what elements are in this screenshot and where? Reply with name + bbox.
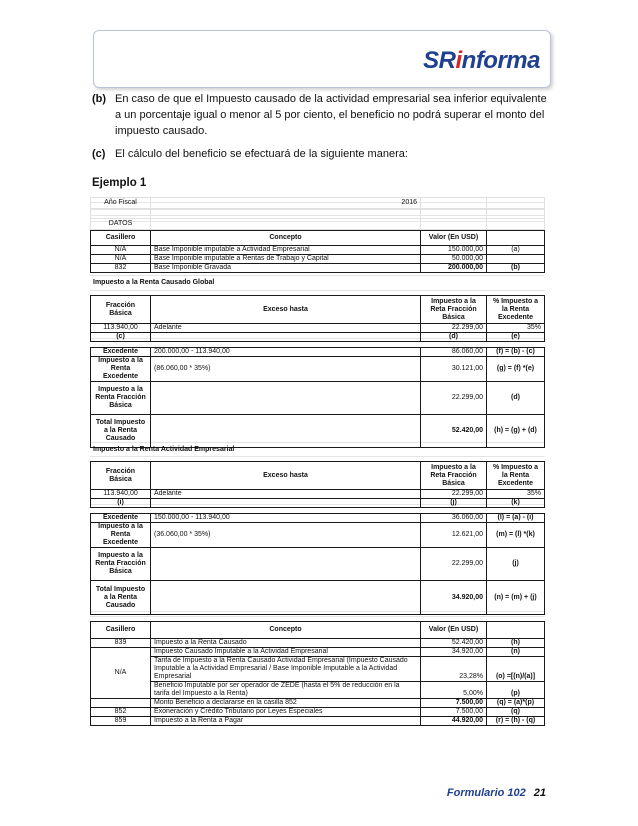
table-row: 852 Exoneración y Crédito Tributario por Leyes Especiales 7.500,00 (q) xyxy=(91,708,545,717)
fiscal-year-label: Año Fiscal xyxy=(91,198,151,209)
calc-table-global xyxy=(90,347,545,448)
data-table-header: Casillero Concepto Valor (En USD) xyxy=(91,231,545,246)
table-row: N/A Impuesto Causado Imputable a la Actividad Empresarial 34.920,00 (n) xyxy=(91,648,545,657)
fiscal-year-value: 2016 xyxy=(151,198,421,209)
paragraph-b: (b) En caso de que el Impuesto causado de la actividad empresarial sea inferior equivalente a un porcentaje igual o menor al 5 por ciento, el beneficio no podrá superar el monto del impuesto causado. xyxy=(92,93,547,137)
table-row: Beneficio Imputable por ser operador de ZEDE (hasta el 5% de reducción en la tarifa del Impuesto a la Renta) 5,00% (p) xyxy=(91,682,545,699)
table-row: 859 Impuesto a la Renta a Pagar 44.920,00 (r) = (h) - (q) xyxy=(91,717,545,726)
tax-bracket-table-global xyxy=(90,295,545,342)
fiscal-year-table xyxy=(90,197,545,230)
table-row: Total Impuesto a la Renta Causado 34.920,00 (n) = (m) + (j) xyxy=(91,581,545,615)
page-number: 21 xyxy=(533,787,546,799)
table-row: N/A Base Imponible imputable a Actividad Empresarial 150.000,00 (a) xyxy=(91,246,545,255)
table-row: 832 Base Imponible Gravada 200.000,00 (b) xyxy=(91,264,545,273)
summary-table xyxy=(90,621,545,726)
calc-table-empresarial xyxy=(90,513,545,615)
table-row: Tarifa de Impuesto a la Renta Causado Actividad Empresarial (Impuesto Causado Imputable a la Actividad Empresarial / Base Imponible Imputable a la Actividad Empresarial 23,28% (o) =[(n)/(a)] xyxy=(91,657,545,682)
table-row: Excedente 200.000,00 - 113.940,00 86.060,00 (f) = (b) - (c) xyxy=(91,348,545,357)
paragraph-c: (c) El cálculo del beneficio se efectuará de la siguiente manera: xyxy=(92,148,408,160)
datos-label: DATOS xyxy=(91,219,151,230)
page-footer xyxy=(447,787,546,799)
table-row: Impuesto a la Renta Excedente (36.060,00 * 35%) 12.621,00 (m) = (l) *(k) xyxy=(91,523,545,548)
tax-bracket-table-empresarial xyxy=(90,461,545,508)
spreadsheet-example xyxy=(90,195,544,797)
na-code-cell: N/A xyxy=(91,648,151,699)
table-row: Impuesto a la Renta Fracción Básica 22.299,00 (j) xyxy=(91,548,545,581)
section-title-empresarial: Impuesto a la Renta Actividad Empresarial xyxy=(93,446,235,453)
footer-form-name: Formulario 102 xyxy=(446,787,526,799)
tax-bracket-header: Fracción Básica Exceso hasta Impuesto a la Reta Fracción Básica % Impuesto a la Renta Excedente xyxy=(91,296,545,324)
table-row: 839 Impuesto a la Renta Causado 52.420,00 (h) xyxy=(91,639,545,648)
summary-header: Casillero Concepto Valor (En USD) xyxy=(91,622,545,639)
table-row: 113.940,00 Adelante 22.299,00 35% xyxy=(91,324,545,333)
data-table xyxy=(90,230,545,273)
table-row: (i) (j) (k) xyxy=(91,499,545,508)
table-row: N/A Base Imponible imputable a Rentas de Trabajo y Capital 50.000,00 xyxy=(91,255,545,264)
table-row: Excedente 150.000,00 - 113.940,00 36.060,00 (l) = (a) - (i) xyxy=(91,514,545,523)
header-banner xyxy=(93,30,551,88)
table-row: Monto Beneficio a declararse en la casilla 852 7.500,00 (q) = (a)*(p) xyxy=(91,699,545,708)
section-title-global: Impuesto a la Renta Causado Global xyxy=(93,279,215,286)
table-row: 113.940,00 Adelante 22.299,00 35% xyxy=(91,490,545,499)
example-heading: Ejemplo 1 xyxy=(92,177,147,189)
srinforma-logo: SRinforma xyxy=(423,47,540,74)
table-row: Impuesto a la Renta Excedente (86.060,00 * 35%) 30.121,00 (g) = (f) *(e) xyxy=(91,357,545,382)
table-row: Impuesto a la Renta Fracción Básica 22.299,00 (d) xyxy=(91,382,545,415)
table-row: (c) (d) (e) xyxy=(91,333,545,342)
tax-bracket-header: Fracción Básica Exceso hasta Impuesto a la Reta Fracción Básica % Impuesto a la Renta Excedente xyxy=(91,462,545,490)
table-row: Total Impuesto a la Renta Causado 52.420,00 (h) = (g) + (d) xyxy=(91,415,545,448)
